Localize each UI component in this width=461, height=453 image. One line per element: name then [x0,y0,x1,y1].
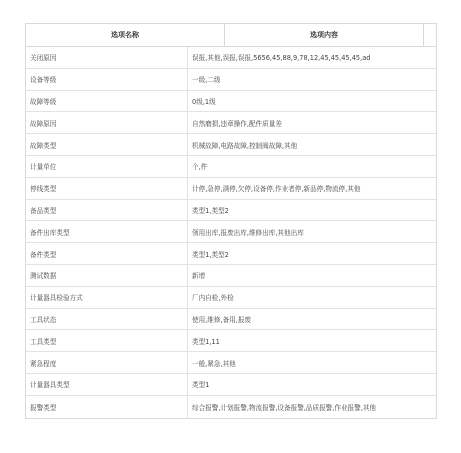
option-name-cell: 备品类型 [26,200,188,221]
option-content-cell: 误报,其他,误报,误报,5656,45,88,9,78,12,45,45,45,45,ad [192,54,371,63]
header-option-content[interactable]: 选项内容 [225,24,424,46]
option-content-cell: 0级,1级 [192,97,216,106]
option-content-cell: 类型1,类型2 [192,206,229,215]
option-name-cell: 故障类型 [26,134,188,155]
table-row[interactable] [26,265,436,287]
option-name-cell: 停线类型 [26,178,188,199]
table-row[interactable] [26,352,436,374]
option-content-cell: 使用,维修,备用,报废 [192,315,252,324]
option-name-cell: 关闭原因 [26,47,188,68]
table-header [26,24,436,47]
option-content-cell: 领用出库,报废出库,维修出库,其他出库 [192,228,304,237]
table-row[interactable] [26,221,436,243]
option-content-cell: 类型1,11 [192,337,220,346]
option-name-cell: 工具类型 [26,330,188,351]
table-body [26,47,436,418]
option-content-cell: 机械故障,电路故障,控制阀故障,其他 [192,141,298,150]
table-row[interactable] [26,287,436,309]
option-name-cell: 故障等级 [26,91,188,112]
option-content-cell: 个,件 [192,163,208,172]
table-row[interactable] [26,309,436,331]
option-content-cell: 一般,紧急,其他 [192,359,236,368]
option-name-cell: 工具状态 [26,309,188,330]
option-name-cell: 计量器具检验方式 [26,287,188,308]
table-row[interactable] [26,47,436,69]
header-option-name[interactable]: 选项名称 [26,24,225,46]
table-row[interactable] [26,330,436,352]
option-name-cell: 报警类型 [26,396,188,418]
table-row[interactable] [26,69,436,91]
option-content-cell: 类型1,类型2 [192,250,229,259]
table-row[interactable] [26,396,436,418]
option-name-cell: 备件类型 [26,243,188,264]
option-name-cell: 故障原因 [26,112,188,133]
option-content-cell: 一级,二级 [192,76,221,85]
option-name-cell: 紧急程度 [26,352,188,373]
option-name-cell: 设备等级 [26,69,188,90]
table-row[interactable] [26,200,436,222]
option-name-cell: 测试数据 [26,265,188,286]
option-name-cell: 备件出库类型 [26,221,188,242]
header-scroll-gutter [424,24,436,46]
option-name-cell: 计量单位 [26,156,188,177]
table-row[interactable] [26,112,436,134]
option-content-cell: 自然磨损,违章操作,配件质量差 [192,119,282,128]
option-content-cell: 计停,急停,满停,欠停,设备停,作业者停,新品停,物流停,其他 [192,185,361,194]
options-table [25,23,437,419]
table-row[interactable] [26,156,436,178]
table-row[interactable] [26,243,436,265]
option-content-cell: 类型1 [192,381,210,390]
option-content-cell: 综合报警,计划报警,物流报警,设备报警,品质报警,作业报警,其他 [192,403,377,412]
table-row[interactable] [26,134,436,156]
option-content-cell: 新增 [192,272,206,281]
table-row[interactable] [26,374,436,396]
option-content-cell: 厂内自检,外检 [192,294,234,303]
table-row[interactable] [26,91,436,113]
table-row[interactable] [26,178,436,200]
option-name-cell: 计量器具类型 [26,374,188,395]
